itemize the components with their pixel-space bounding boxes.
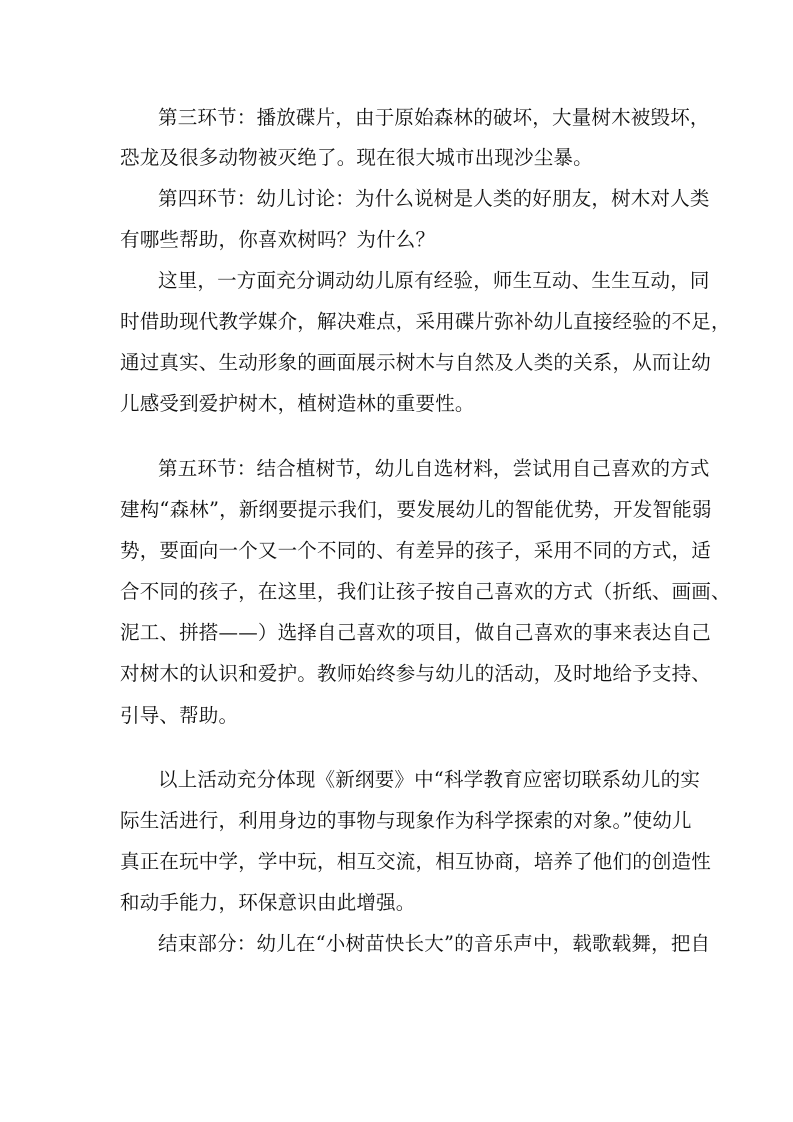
paragraph-line: 时借助现代教学媒介，解决难点，采用碟片弥补幼儿直接经验的不足， [120, 310, 731, 333]
paragraph-line: 势，要面向一个又一个不同的、有差异的孩子，采用不同的方式，适 [120, 539, 712, 562]
paragraph-line: 建构“森林”，新纲要提示我们，要发展幼儿的智能优势，开发智能弱 [120, 498, 712, 521]
paragraph-line: 真正在玩中学，学中玩，相互交流，相互协商，培养了他们的创造性 [120, 850, 712, 873]
paragraph-line: 通过真实、生动形象的画面展示树木与自然及人类的关系，从而让幼 [120, 351, 712, 374]
paragraph-line: 际生活进行，利用身边的事物与现象作为科学探索的对象。”使幼儿 [120, 809, 692, 832]
paragraph-line: 第五环节：结合植树节，幼儿自选材料，尝试用自己喜欢的方式 [158, 457, 710, 480]
paragraph-line: 这里，一方面充分调动幼儿原有经验，师生互动、生生互动，同 [158, 269, 710, 292]
paragraph-line: 合不同的孩子，在这里，我们让孩子按自己喜欢的方式（折纸、画画、 [120, 580, 731, 603]
paragraph-line: 第三环节：播放碟片，由于原始森林的破坏，大量树木被毁坏， [158, 106, 710, 129]
paragraph-line: 对树木的认识和爱护。教师始终参与幼儿的活动，及时地给予支持、 [120, 662, 712, 685]
paragraph-line: 引导、帮助。 [120, 704, 239, 727]
paragraph-line: 和动手能力，环保意识由此增强。 [120, 891, 416, 914]
paragraph-line: 儿感受到爱护树木，植树造林的重要性。 [120, 392, 475, 415]
paragraph-line: 恐龙及很多动物被灭绝了。现在很大城市出现沙尘暴。 [120, 146, 593, 169]
paragraph-line: 第四环节：幼儿讨论：为什么说树是人类的好朋友，树木对人类 [158, 187, 710, 210]
paragraph-line: 泥工、拼搭——）选择自己喜欢的项目，做自己喜欢的事来表达自己 [120, 621, 712, 644]
paragraph-line: 有哪些帮助，你喜欢树吗？为什么？ [120, 228, 436, 251]
paragraph-line: 以上活动充分体现《新纲要》中“科学教育应密切联系幼儿的实 [158, 768, 701, 791]
paragraph-line: 结束部分：幼儿在“小树苗快长大”的音乐声中，载歌载舞，把自 [158, 932, 711, 955]
